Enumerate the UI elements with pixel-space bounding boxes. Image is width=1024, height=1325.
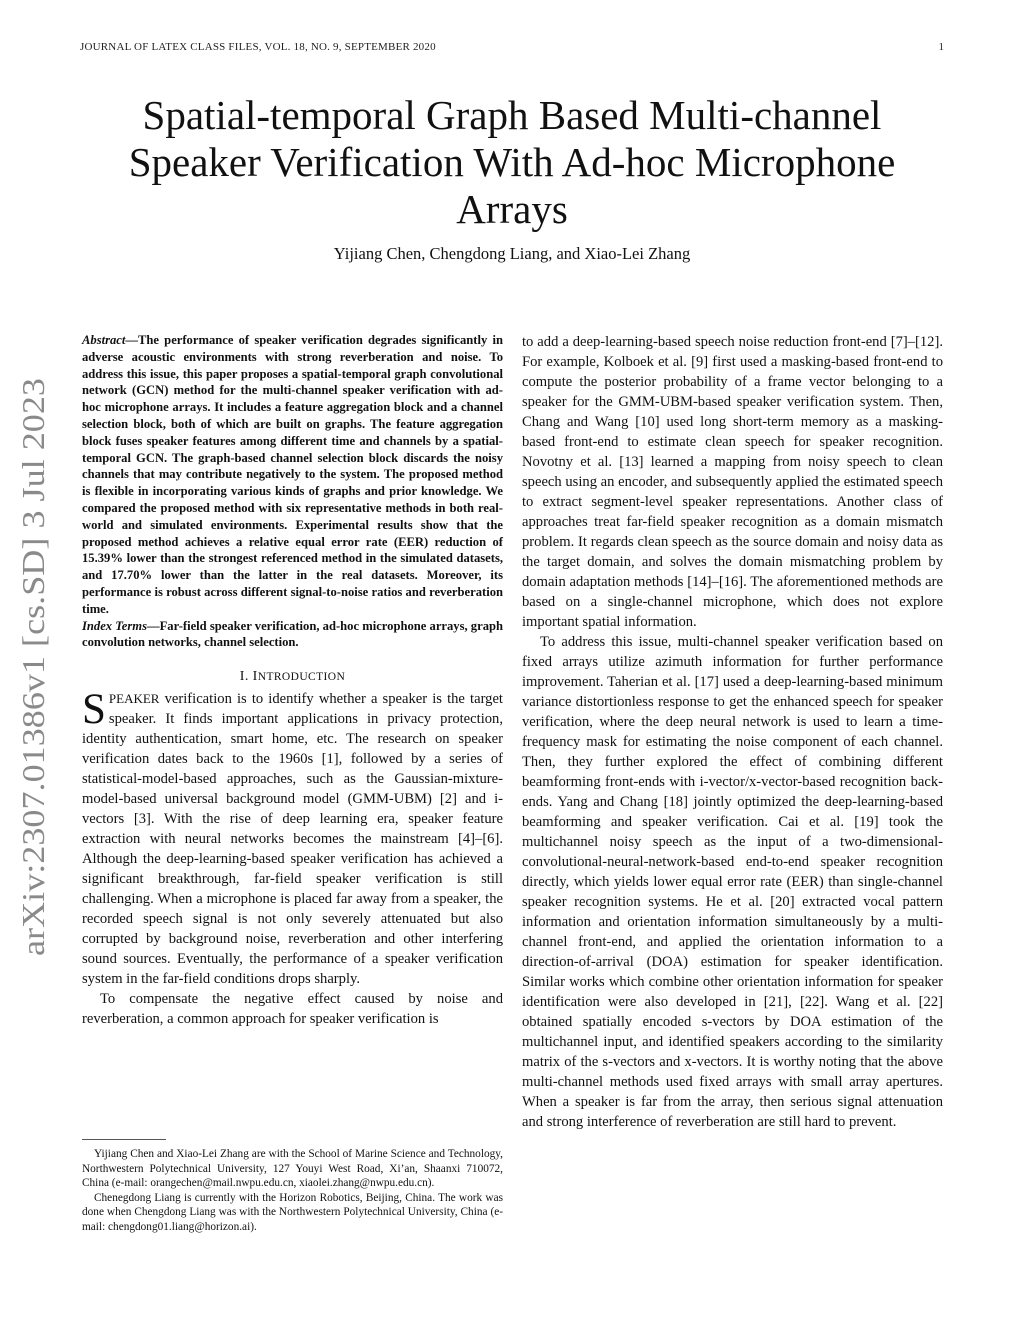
intro-lead-word: PEAKER <box>108 691 160 707</box>
arxiv-stamp-text: arXiv:2307.01386v1 [cs.SD] 3 Jul 2023 <box>16 452 51 956</box>
index-terms-text: —Far-field speaker verification, ad-hoc microphone arrays, graph convolution networks, channel selection. <box>82 618 504 650</box>
left-column <box>82 332 503 1029</box>
page-number: 1 <box>938 41 944 53</box>
intro-paragraph-2: To compensate the negative effect caused by noise and reverberation, a common approach for speaker verification is <box>82 991 503 1028</box>
intro-paragraph-1-text: verification is to identify whether a speaker is the target speaker. It finds important applications in privacy protection, identity authentication, smart home, etc. The research on speaker verification dates back to the 1960s [1], followed by a series of statistical-model-based approaches, such as the Gaussian-mixture-model-based universal background model (GMM-UBM) [2] and i-vectors [3]. With the rise of deep learning era, speaker feature extraction with neural networks becomes the mainstream [4]–[6]. Although the deep-learning-based speaker verification has achieved a significant breakthrough, far-field speaker verification is still challenging. When a microphone is placed far away from a speaker, the recorded speech signal is not only severely attenuated but also corrupted by background noise, reverberation and other interfering sound sources. Eventually, the performance of a speaker verification system in the far-field conditions drops sharply. <box>82 691 503 988</box>
paper-authors: Yijiang Chen, Chengdong Liang, and Xiao-Lei Zhang <box>333 244 691 263</box>
abstract-label: Abstract <box>82 333 126 347</box>
section-title: INTRODUCTION <box>252 669 346 685</box>
footnote-divider <box>82 1139 166 1140</box>
running-header: JOURNAL OF LATEX CLASS FILES, VOL. 18, NO. 9, SEPTEMBER 2020 <box>80 41 436 53</box>
paper-title: Spatial-temporal Graph Based Multi-channel Speaker Verification With Ad-hoc Microphone Arrays <box>128 92 896 232</box>
abstract-text: —The performance of speaker verification degrades significantly in adverse acoustic environments with strong reverberation and noise. To address this issue, this paper proposes a spatial-temporal graph convolutional network (GCN) method for the multi-channel speaker verification with ad-hoc microphone arrays. It includes a feature aggregation block and a channel selection block, both of which are built on graphs. The feature aggregation block fuses speaker features among different time and channels by a spatial-temporal GCN. The graph-based channel selection block discards the noisy channels that may contribute negatively to the system. The proposed method is flexible in incorporating various kinds of graphs and prior knowledge. We compared the proposed method with six representative methods in both real-world and simulated environments. Experimental results show that the proposed method achieves a relative equal error rate (EER) reduction of 15.39% lower than the strongest referenced method in the simulated datasets, and 17.70% lower than the latter in the real datasets. Moreover, its performance is robust across different signal-to-noise ratios and reverberation time. <box>82 333 503 616</box>
footnotes <box>82 1147 503 1235</box>
right-column <box>522 332 943 1132</box>
right-paragraph-1: to add a deep-learning-based speech noise reduction front-end [7]–[12]. For example, Kolboek et al. [9] first used a masking-based front-end to compute the posterior probability of a frame vector belonging to a speaker for the GMM-UBM-based speaker verification system. Then, Chang and Wang [10] used long short-term memory as a masking-based front-end to estimate clean speech for speaker recognition. Novotny et al. [13] learned a mapping from noisy speech to clean speech using an encoder, and subsequently applied the estimated speech to extract segment-level speaker representations. Another class of approaches treat far-field speaker recognition as a domain mismatch problem. It regards clean speech as the source domain and noisy data as the target domain, and solves the domain mismatching problem by domain adaptation methods [14]–[16]. The aforementioned methods are based on a single-channel microphone, which does not explore important spatial information. <box>522 334 943 630</box>
abstract <box>82 332 503 618</box>
section-number: I. <box>239 669 249 685</box>
section-heading-introduction <box>82 667 503 687</box>
right-paragraph-2: To address this issue, multi-channel speaker verification based on fixed arrays utilize azimuth information for further performance improvement. Taherian et al. [17] used a deep-learning-based minimum variance distortionless response to get the enhanced speech for speaker verification, where the deep neural network is used to learn a time-frequency mask for estimating the noise component of each channel. Then, they further explored the effect of combining different beamforming front-ends with i-vector/x-vector-based recognition back-ends. Yang and Chang [18] jointly optimized the deep-learning-based beamforming and speaker verification. Cai et al. [19] took the multichannel noisy speech as the input of a two-dimensional-convolutional-neural-network-based end-to-end speaker recognition directly, which yields lower equal error rate (EER) than single-channel speaker recognition systems. He et al. [20] extracted vocal pattern information and orientation information simultaneously by a multi-channel front-end, and applied the orientation information to a direction-of-arrival (DOA) estimation for speaker identification. Similar works which combine other orientation information for speaker identification were also developed in [21], [22]. Wang et al. [22] obtained spatially encoded s-vectors by DOA estimation of the multichannel input, and identified speakers according to the similarity matrix of the s-vectors and x-vectors. It is worthy noting that the above multi-channel methods used fixed arrays with small array apertures. When a speaker is far from the array, then serious signal attenuation and strong interference of reverberation are still hard to prevent. <box>522 634 943 1130</box>
footnote-affiliation-2: Chenegdong Liang is currently with the Horizon Robotics, Beijing, China. The work was done when Chengdong Liang was with the Northwestern Polytechnical University, China (e-mail: chengdong01.liang@horizon.ai). <box>82 1191 503 1233</box>
arxiv-stamp <box>8 378 52 958</box>
index-terms <box>82 618 503 652</box>
footnote-affiliation-1: Yijiang Chen and Xiao-Lei Zhang are with the School of Marine Science and Technology, Northwestern Polytechnical University, 127 Youyi West Road, Xi’an, Shaanxi 710072, China (e-mail: orangechen@mail.nwpu.edu.cn, xiaolei.zhang@nwpu.edu.cn). <box>82 1148 503 1190</box>
index-terms-label: Index Terms <box>82 618 147 633</box>
intro-paragraph-1 <box>82 686 503 989</box>
dropcap-letter: S <box>82 686 106 734</box>
